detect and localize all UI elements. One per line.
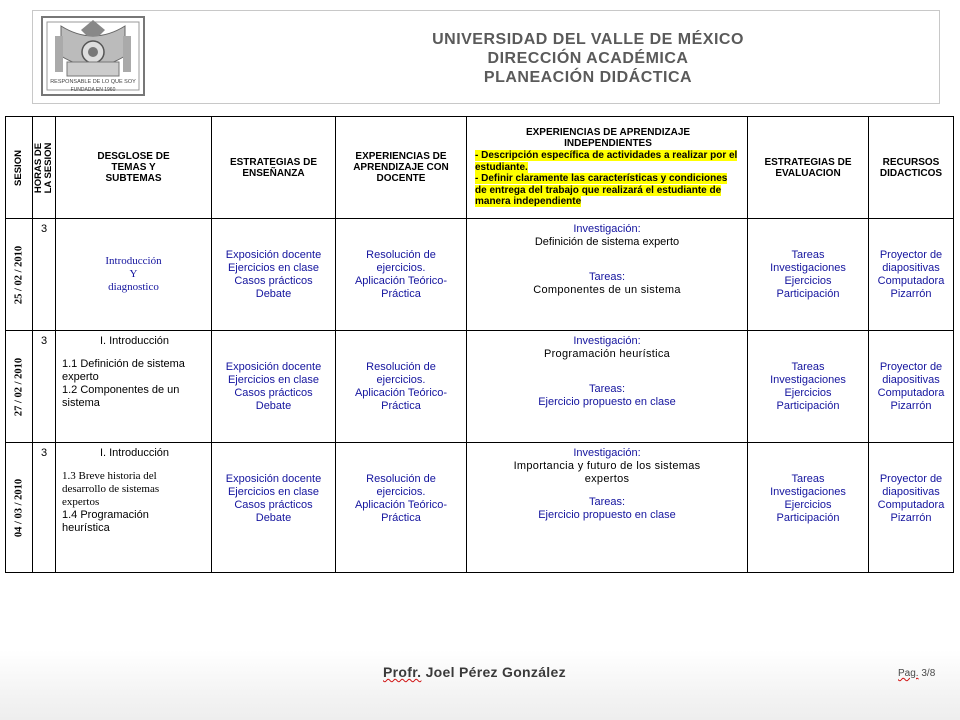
independientes-cell [467, 331, 748, 443]
direction-name: DIRECCIÓN ACADÉMICA [487, 50, 689, 67]
independientes-item2: - Definir claramente las características y condiciones de entrega del trabajo que realizará el estudiante de manera independiente [475, 173, 728, 208]
topic-title: I. Introducción [99, 447, 170, 459]
document-title: PLANEACIÓN DIDÁCTICA [483, 69, 693, 86]
independientes-cell [467, 443, 748, 573]
subtopic: 1.1 Definición de sistema experto [62, 358, 185, 383]
university-name: UNIVERSIDAD DEL VALLE DE MÉXICO [432, 31, 744, 48]
subtopic: 1.2 Componentes de un sistema [62, 384, 180, 409]
recursos-cell: Proyector de diapositivas Computadora Pizarrón [869, 219, 954, 331]
topic-title: I. Introducción [99, 335, 170, 347]
col-header-horas: HORAS DE LA SESION [33, 117, 56, 219]
session-date: 25 / 02 / 2010 [13, 245, 25, 304]
investigacion-label: Investigación: [573, 447, 641, 459]
tareas-text: Componentes de un sistema [533, 284, 681, 296]
page-prefix: Pag. [898, 668, 919, 679]
page-count: 3/8 [918, 668, 936, 679]
topics-cell [56, 331, 212, 443]
topic-line: Y [129, 268, 138, 280]
topics-cell [56, 443, 212, 573]
investigacion-text: expertos [584, 473, 630, 485]
session-date: 04 / 03 / 2010 [13, 478, 25, 537]
table-row [6, 331, 954, 443]
subtopic: 1.3 Breve historia del desarrollo de sistemas expertos [62, 470, 160, 508]
document-header [32, 10, 940, 104]
session-hours: 3 [33, 443, 56, 573]
independientes-title: EXPERIENCIAS DE APRENDIZAJE INDEPENDIENTES [525, 127, 691, 150]
col-header-experiencias-independientes [467, 117, 748, 219]
col-header-experiencias-docente: EXPERIENCIAS DE APRENDIZAJE CON DOCENTE [336, 117, 467, 219]
col-header-estrategias-evaluacion: ESTRATEGIAS DE EVALUACION [748, 117, 869, 219]
table-row [6, 443, 954, 573]
investigacion-text: Importancia y futuro de los sistemas [513, 460, 701, 472]
col-header-recursos: RECURSOS DIDACTICOS [869, 117, 954, 219]
professor-name [383, 664, 566, 680]
topic-line: Introducción [105, 255, 162, 267]
independientes-item1: - Descripción específica de actividades a realizar por el estudiante. [475, 150, 738, 173]
svg-text:RESPONSABLE DE LO QUE SOY: RESPONSABLE DE LO QUE SOY [50, 79, 136, 85]
col-header-sesion: SESION [6, 117, 33, 219]
ensenanza-cell: Exposición docente Ejercicios en clase Casos prácticos Debate [212, 443, 336, 573]
recursos-cell: Proyector de diapositivas Computadora Pizarrón [869, 331, 954, 443]
tareas-label: Tareas: [588, 271, 626, 283]
page-number [898, 668, 935, 679]
session-date: 27 / 02 / 2010 [13, 357, 25, 416]
evaluacion-cell: Tareas Investigaciones Ejercicios Participación [748, 219, 869, 331]
recursos-cell: Proyector de diapositivas Computadora Pizarrón [869, 443, 954, 573]
tareas-label: Tareas: [588, 383, 626, 395]
tareas-text: Ejercicio propuesto en clase [538, 396, 676, 408]
docente-cell: Resolución de ejercicios. Aplicación Teórico- Práctica [336, 331, 467, 443]
tareas-label: Tareas: [588, 496, 626, 508]
col-header-desglose: DESGLOSE DE TEMAS Y SUBTEMAS [56, 117, 212, 219]
subtopic: 1.4 Programación heurística [62, 509, 149, 534]
header-title [388, 30, 788, 87]
table-row [6, 219, 954, 331]
session-date-cell [6, 219, 33, 331]
professor-fullname: Joel Pérez González [421, 664, 566, 680]
investigacion-label: Investigación: [573, 223, 641, 235]
evaluacion-cell: Tareas Investigaciones Ejercicios Participación [748, 331, 869, 443]
evaluacion-cell: Tareas Investigaciones Ejercicios Participación [748, 443, 869, 573]
didactic-plan-table [5, 116, 954, 573]
svg-text:FUNDADA EN 1960: FUNDADA EN 1960 [70, 87, 116, 93]
session-date-cell [6, 331, 33, 443]
topic-line: diagnostico [108, 281, 159, 293]
table-header-row [6, 117, 954, 219]
investigacion-text: Programación heurística [543, 348, 671, 360]
footer-band [0, 650, 960, 720]
university-seal-logo [41, 16, 145, 96]
docente-cell: Resolución de ejercicios. Aplicación Teórico- Práctica [336, 443, 467, 573]
col-header-estrategias-ensenanza: ESTRATEGIAS DE ENSEÑANZA [212, 117, 336, 219]
professor-prefix: Profr. [383, 664, 422, 680]
session-date-cell [6, 443, 33, 573]
topics-cell [56, 219, 212, 331]
ensenanza-cell: Exposición docente Ejercicios en clase Casos prácticos Debate [212, 331, 336, 443]
session-hours: 3 [33, 219, 56, 331]
ensenanza-cell: Exposición docente Ejercicios en clase Casos prácticos Debate [212, 219, 336, 331]
investigacion-label: Investigación: [573, 335, 641, 347]
docente-cell: Resolución de ejercicios. Aplicación Teórico- Práctica [336, 219, 467, 331]
independientes-cell [467, 219, 748, 331]
session-hours: 3 [33, 331, 56, 443]
investigacion-text: Definición de sistema experto [534, 236, 680, 248]
tareas-text: Ejercicio propuesto en clase [538, 509, 676, 521]
